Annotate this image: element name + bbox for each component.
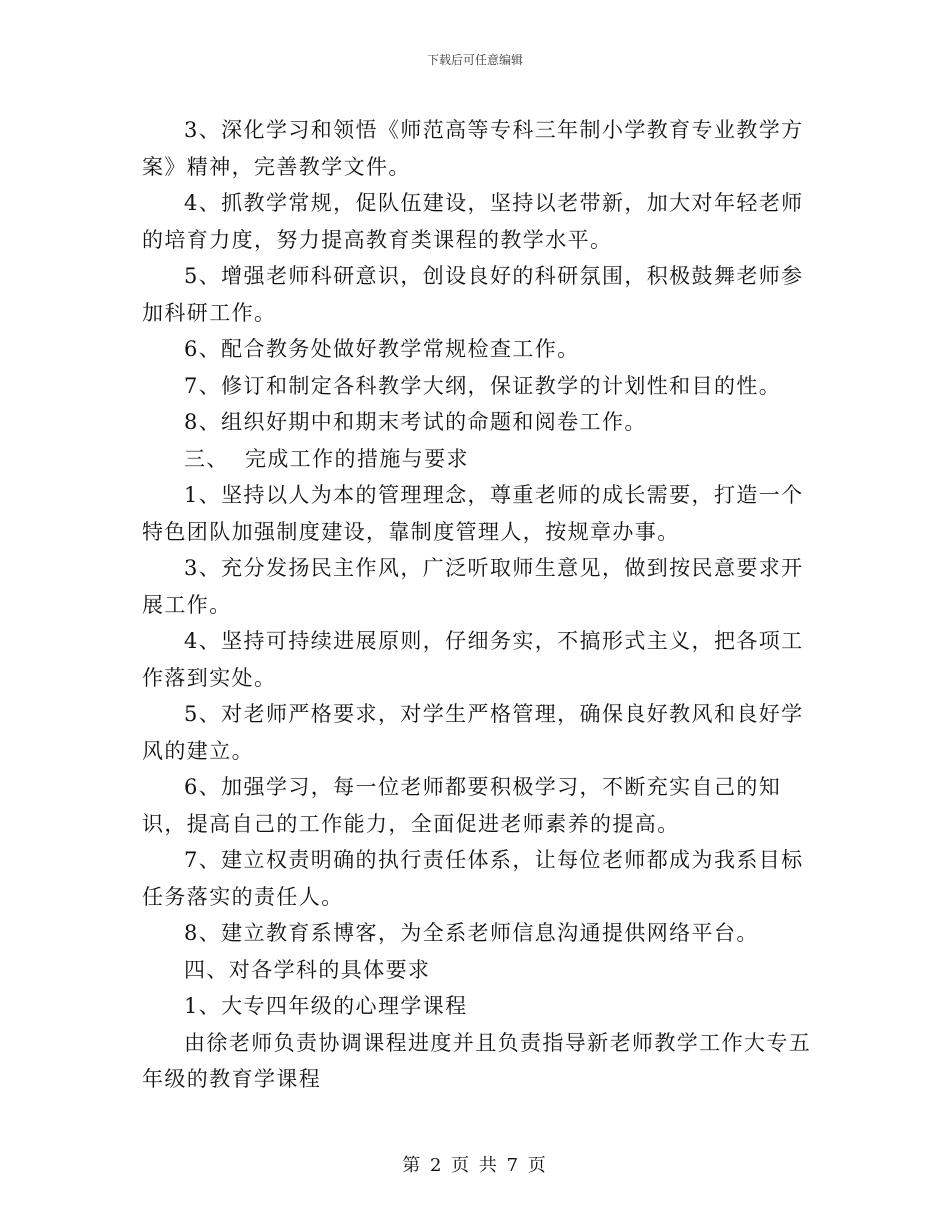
paragraph: 5、对老师严格要求，对学生严格管理，确保良好教风和良好学风的建立。 bbox=[142, 702, 804, 763]
page-number-footer: 第 2 页 共 7 页 bbox=[402, 1155, 548, 1176]
paragraph: 5、增强老师科研意识，创设良好的科研氛围，积极鼓舞老师参加科研工作。 bbox=[142, 264, 804, 325]
section-heading: 四、对各学科的具体要求 bbox=[184, 957, 431, 982]
paragraph: 4、坚持可持续进展原则，仔细务实，不搞形式主义，把各项工作落到实处。 bbox=[142, 629, 804, 690]
paragraph: 7、建立权责明确的执行责任体系，让每位老师都成为我系目标任务落实的责任人。 bbox=[142, 848, 804, 909]
section-heading: 三、 完成工作的措施与要求 bbox=[184, 446, 469, 471]
paragraph: 7、修订和制定各科教学大纲，保证教学的计划性和目的性。 bbox=[184, 373, 782, 398]
paragraph: 3、充分发扬民主作风，广泛听取师生意见，做到按民意要求开展工作。 bbox=[142, 556, 804, 617]
page-header: 下载后可任意编辑 bbox=[426, 53, 523, 67]
subheading: 1、大专四年级的心理学课程 bbox=[184, 994, 468, 1018]
paragraph: 6、加强学习，每一位老师都要积极学习，不断充实自己的知识，提高自己的工作能力，全面促进老师素养的提高。 bbox=[142, 775, 782, 836]
paragraph: 3、深化学习和领悟《师范高等专科三年制小学教育专业教学方案》精神，完善教学文件。 bbox=[142, 118, 804, 179]
paragraph: 8、组织好期中和期末考试的命题和阅卷工作。 bbox=[184, 410, 647, 434]
paragraph: 由徐老师负责协调课程进度并且负责指导新老师教学工作大专五年级的教育学课程 bbox=[142, 1030, 812, 1091]
paragraph: 8、建立教育系博客，为全系老师信息沟通提供网络平台。 bbox=[184, 921, 759, 945]
paragraph: 4、抓教学常规，促队伍建设，坚持以老带新，加大对年轻老师的培育力度，努力提高教育类课程的教学水平。 bbox=[142, 191, 804, 252]
document-body bbox=[142, 112, 814, 1098]
paragraph: 6、配合教务处做好教学常规检查工作。 bbox=[184, 337, 580, 361]
paragraph: 1、坚持以人为本的管理理念，尊重老师的成长需要，打造一个特色团队加强制度建设，靠制度管理人，按规章办事。 bbox=[142, 483, 804, 544]
